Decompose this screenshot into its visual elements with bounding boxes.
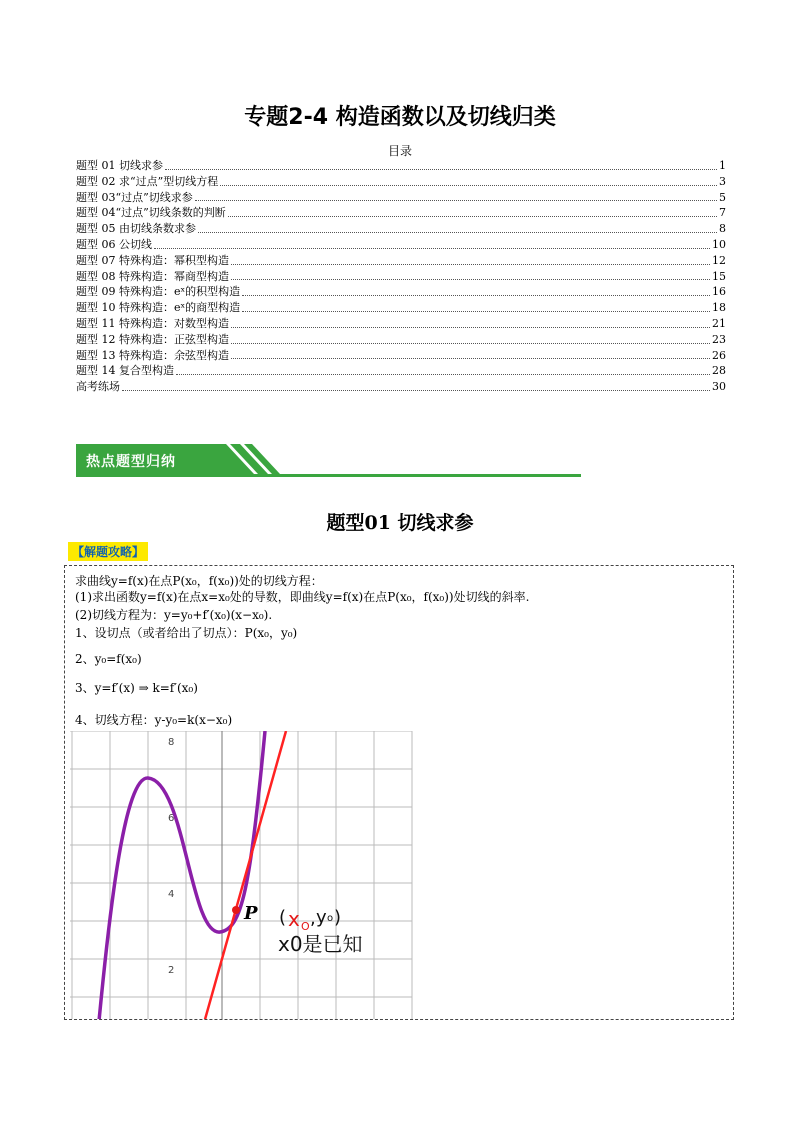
toc-page: 3 bbox=[719, 174, 726, 188]
section-title: 题型01 切线求参 bbox=[326, 512, 474, 534]
toc-item[interactable] bbox=[76, 174, 726, 190]
toc-item[interactable] bbox=[76, 316, 726, 332]
tangent-line bbox=[204, 731, 286, 1019]
box-line: 4、切线方程：y-y₀=k(x−x₀) bbox=[75, 713, 233, 727]
toc-label: 题型 09 特殊构造：eˣ的积型构造 bbox=[76, 285, 241, 299]
tick-label: 8 bbox=[168, 737, 175, 748]
toc-page: 5 bbox=[719, 190, 726, 204]
toc-label: 题型 06 公切线 bbox=[76, 237, 152, 251]
toc-item[interactable] bbox=[76, 379, 726, 395]
toc-page: 16 bbox=[712, 285, 726, 299]
toc-heading: 目录 bbox=[387, 144, 412, 158]
tick-label: 4 bbox=[168, 889, 175, 900]
toc-leader bbox=[231, 253, 710, 265]
coord-annotation bbox=[279, 907, 341, 933]
toc-leader bbox=[165, 158, 717, 170]
toc-leader bbox=[231, 348, 710, 360]
coord-comma: , bbox=[310, 908, 316, 929]
grid bbox=[70, 731, 412, 1019]
section-banner bbox=[76, 444, 581, 477]
toc-leader bbox=[242, 284, 710, 296]
toc-leader bbox=[228, 205, 717, 217]
function-curve bbox=[99, 731, 265, 1019]
strategy-tag: 【解题攻略】 bbox=[68, 542, 148, 561]
toc-item[interactable] bbox=[76, 253, 726, 269]
toc-item[interactable] bbox=[76, 237, 726, 253]
box-line: (2)切线方程为：y=y₀+f′(x₀)(x−x₀). bbox=[75, 608, 273, 622]
toc-leader bbox=[154, 237, 710, 249]
toc-item[interactable] bbox=[76, 363, 726, 379]
toc-page: 7 bbox=[719, 206, 726, 220]
toc-item[interactable] bbox=[76, 158, 726, 174]
toc-leader bbox=[176, 363, 710, 375]
toc-page: 8 bbox=[719, 222, 726, 236]
toc-label: 题型 01 切线求参 bbox=[76, 159, 163, 172]
page-title: 专题2-4 构造函数以及切线归类 bbox=[244, 105, 556, 130]
tangent-graph bbox=[70, 731, 415, 1019]
toc-page: 12 bbox=[712, 253, 726, 267]
toc-leader bbox=[195, 190, 717, 202]
toc-label: 高考练场 bbox=[76, 380, 120, 394]
toc-label: 题型 11 特殊构造：对数型构造 bbox=[76, 316, 229, 330]
toc-item[interactable] bbox=[76, 269, 726, 285]
table-of-contents bbox=[76, 158, 726, 395]
toc-label: 题型 04“过点”切线条数的判断 bbox=[76, 206, 226, 220]
coord-close: ) bbox=[334, 907, 342, 928]
toc-label: 题型 14 复合型构造 bbox=[76, 364, 174, 378]
tangent-point bbox=[232, 906, 240, 914]
point-label: P bbox=[244, 903, 258, 924]
banner-label: 热点题型归纳 bbox=[86, 454, 176, 470]
toc-page: 18 bbox=[712, 301, 726, 315]
box-line: 1、设切点（或者给出了切点）：P(x₀，y₀) bbox=[75, 626, 298, 640]
box-line: (1)求出函数y=f(x)在点x=x₀处的导数，即曲线y=f(x)在点P(x₀，f(x₀))处切线的斜率. bbox=[75, 590, 530, 604]
toc-leader bbox=[242, 300, 710, 312]
coord-y: y bbox=[316, 907, 327, 928]
toc-leader bbox=[198, 221, 717, 233]
toc-page: 30 bbox=[712, 380, 726, 394]
toc-leader bbox=[122, 379, 710, 391]
coord-x: x bbox=[288, 907, 300, 931]
toc-item[interactable] bbox=[76, 190, 726, 206]
toc-label: 题型 12 特殊构造：正弦型构造 bbox=[76, 332, 229, 346]
toc-leader bbox=[231, 316, 710, 328]
box-line: 2、y₀=f(x₀) bbox=[75, 652, 142, 666]
toc-item[interactable] bbox=[76, 332, 726, 348]
toc-page: 23 bbox=[712, 332, 726, 346]
box-line: 3、y=f′(x) ⇒ k=f′(x₀) bbox=[75, 681, 198, 695]
toc-page: 15 bbox=[712, 269, 726, 283]
toc-label: 题型 03“过点”切线求参 bbox=[76, 190, 193, 204]
toc-label: 题型 05 由切线条数求参 bbox=[76, 222, 196, 236]
toc-item[interactable] bbox=[76, 221, 726, 237]
toc-leader bbox=[231, 269, 710, 281]
toc-page: 26 bbox=[712, 348, 726, 362]
note-label: x0是已知 bbox=[278, 932, 363, 956]
toc-page: 21 bbox=[712, 316, 726, 330]
toc-label: 题型 02 求“过点”型切线方程 bbox=[76, 174, 219, 188]
toc-item[interactable] bbox=[76, 300, 726, 316]
toc-page: 1 bbox=[719, 159, 726, 172]
toc-item[interactable] bbox=[76, 348, 726, 364]
toc-label: 题型 07 特殊构造：幂积型构造 bbox=[76, 253, 229, 267]
coord-y-sub: o bbox=[327, 913, 334, 924]
toc-leader bbox=[231, 332, 710, 344]
toc-label: 题型 08 特殊构造：幂商型构造 bbox=[76, 269, 229, 283]
toc-item[interactable] bbox=[76, 205, 726, 221]
tick-label: 2 bbox=[168, 965, 175, 976]
coord-open: ( bbox=[279, 907, 287, 928]
toc-page: 28 bbox=[712, 364, 726, 378]
coord-x-sub: O bbox=[301, 920, 310, 933]
toc-label: 题型 13 特殊构造：余弦型构造 bbox=[76, 348, 229, 362]
box-line: 求曲线y=f(x)在点P(x₀，f(x₀))处的切线方程： bbox=[75, 574, 323, 588]
toc-label: 题型 10 特殊构造：eˣ的商型构造 bbox=[76, 301, 241, 315]
toc-leader bbox=[220, 174, 717, 186]
toc-item[interactable] bbox=[76, 284, 726, 300]
toc-page: 10 bbox=[712, 237, 726, 251]
tick-label: 6 bbox=[168, 813, 175, 824]
